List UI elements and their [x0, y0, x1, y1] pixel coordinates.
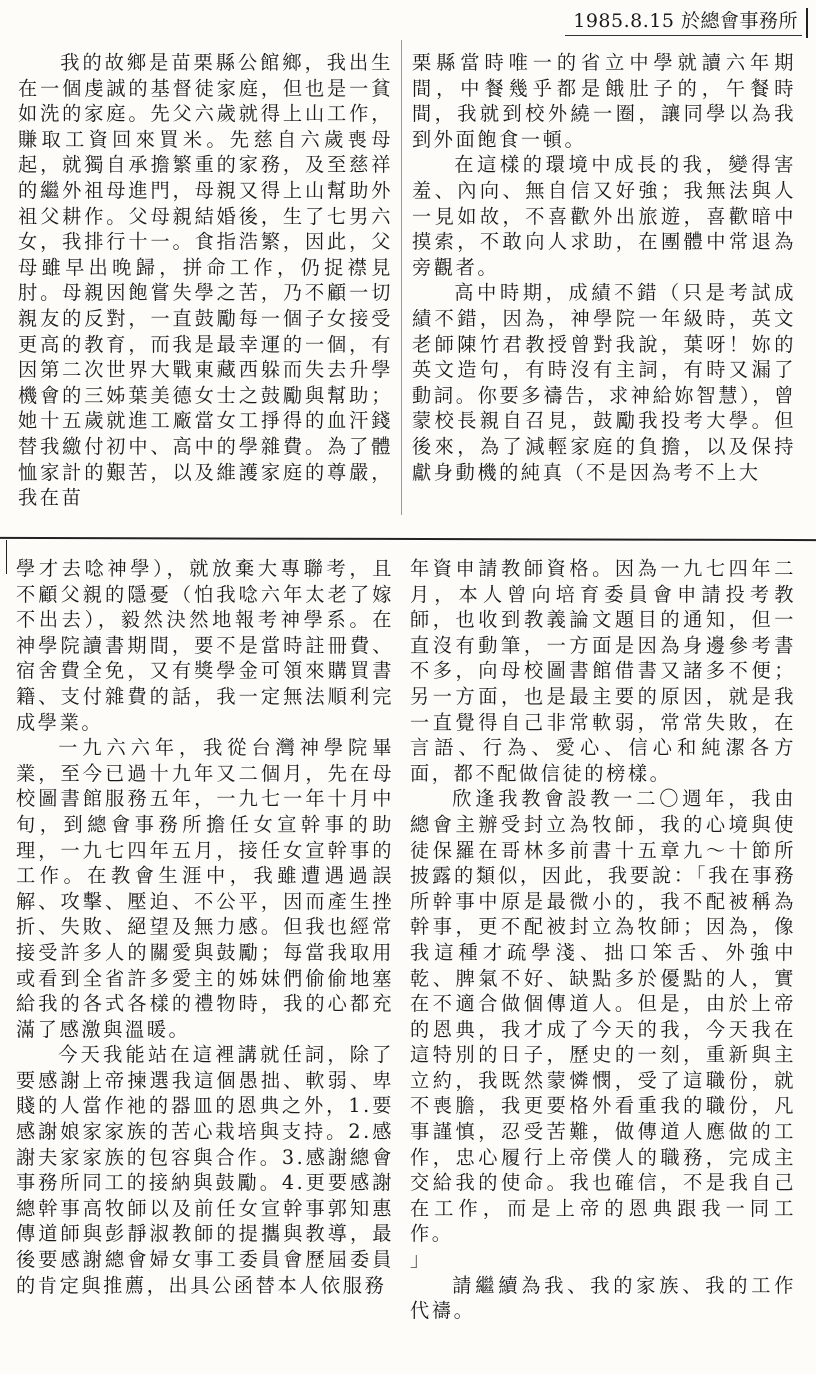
column-divider: [401, 40, 402, 515]
column-top-right: [412, 50, 796, 485]
section-divider: [0, 537, 816, 541]
paragraph: 我的故鄉是苗栗縣公館鄉，我出生在一個虔誠的基督徒家庭，但也是一貧如洗的家庭。先父六歲就得上山工作，賺取工資回來買米。先慈自六歲喪母起，就獨自承擔繁重的家務，及至慈祥的繼外祖母進門，母親又得上山幫助外祖父耕作。父母親結婚後，生了七男六女，我排行十一。食指浩繁，因此，父母雖早出晚歸，拼命工作，仍捉襟見肘。母親因飽嘗失學之苦，乃不顧一切親友的反對，一直鼓勵每一個子女接受更高的教育，而我是最幸運的一個，有因第二次世界大戰東藏西躲而失去升學機會的三姊葉美德女士之鼓勵與幫助；她十五歲就進工廠當女工掙得的血汗錢替我繳付初中、高中的學雜費。為了體恤家計的艱苦，以及維護家庭的尊嚴，我在苗: [18, 51, 393, 510]
paragraph-continuation: 年資申請教師資格。因為一九七四年二月，本人曾向培育委員會申請投考教師，也收到教義論文題目的通知，但一直沒有動筆，一方面是因為身邊參考書不多，向母校圖書館借書又諸多不便；另一方面，也是最主要的原因，就是我一直覺得自己非常軟弱，常常失敗，在言語、行為、愛心、信心和純潔各方面，都不配做信徒的榜樣。: [410, 557, 796, 785]
column-top-left: [18, 50, 393, 511]
column-bottom-right: [410, 556, 796, 1324]
paragraph: 在這樣的環境中成長的我，變得害羞、內向、無自信又好強；我無法與人一見如故，不喜歡外出旅遊，喜歡暗中摸索，不敢向人求助，在團體中常退為旁觀者。: [412, 153, 796, 279]
closing-paragraph: 請繼續為我、我的家族、我的工作代禱。: [410, 1273, 796, 1323]
paragraph-continuation: 學才去唸神學），就放棄大專聯考，且不顧父親的隱憂（怕我唸六年太老了嫁不出去），毅然決然地報考神學系。在神學院讀書期間，要不是當時註冊費、宿舍費全免，又有獎學金可領來購買書籍、支付雜費的話，我一定無法順利完成學業。: [16, 557, 394, 734]
left-edge-mark: [6, 540, 7, 574]
paragraph: 欣逢我教會設教一二〇週年，我由總會主辦受封立為牧師，我的心境與使徒保羅在哥林多前書十五章九～十節所披露的類似，因此，我要說：「我在事務所幹事中原是最微小的，我不配被稱為幹事，更不配被封立為牧師；因為，像我這種才疏學淺、拙口笨舌、外強中乾、脾氣不好、缺點多於優點的人，實在不適合做個傳道人。但是，由於上帝的恩典，我才成了今天的我，今天我在這特別的日子，歷史的一刻，重新與主立約，我既然蒙憐憫，受了這職份，就不喪膽，我更要格外看重我的職份，凡事謹慎，忍受苦難，做傳道人應做的工作，忠心履行上帝僕人的職務，完成主交給我的使命。我也確信，不是我自己在工作，而是上帝的恩典跟我一同工作。: [410, 787, 796, 1246]
paragraph-continuation: 栗縣當時唯一的省立中學就讀六年期間，中餐幾乎都是餓肚子的，午餐時間，我就到校外繞一圈，讓同學以為我到外面飽食一頓。: [412, 51, 796, 151]
paragraph: 高中時期，成績不錯（只是考試成績不錯，因為，神學院一年級時，英文老師陳竹君教授曾對我說，葉呀！妳的英文造句，有時沒有主詞，有時又漏了動詞。你要多禱告，求神給妳智慧），曾蒙校長親自召見，鼓勵我投考大學。但後來，為了減輕家庭的負擔，以及保持獻身動機的純真（不是因為考不上大: [412, 281, 796, 484]
paragraph: 一九六六年，我從台灣神學院畢業，至今已過十九年又二個月，先在母校圖書館服務五年，一九七一年十月中旬，到總會事務所擔任女宣幹事的助理，一九七四年五月，接任女宣幹事的工作。在教會生涯中，我雖遭遇過誤解、攻擊、壓迫、不公平，因而產生挫折、失敗、絕望及無力感。但我也經常接受許多人的關愛與鼓勵；每當我取用或看到全省許多愛主的姊妹們偷偷地塞給我的各式各樣的禮物時，我的心都充滿了感激與溫暖。: [16, 736, 394, 1041]
date-location-header: 1985.8.15 於總會事務所: [565, 6, 802, 36]
closing-quote-mark: 」: [410, 1248, 432, 1272]
header-side-rule: [806, 8, 808, 38]
paragraph: 今天我能站在這裡講就任詞，除了要感謝上帝揀選我這個愚拙、軟弱、卑賤的人當作祂的器皿的恩典之外，1.要感謝娘家家族的苦心栽培與支持。2.感謝夫家家族的包容與合作。3.感謝總會事務所同工的接納與鼓勵。4.更要感謝總幹事高牧師以及前任女宣幹事郭知惠傳道師與彭靜淑教師的提攜與教導，最後要感謝總會婦女事工委員會歷屆委員的肯定與推薦，出具公函替本人依服務: [16, 1043, 394, 1297]
column-bottom-left: [16, 556, 394, 1298]
